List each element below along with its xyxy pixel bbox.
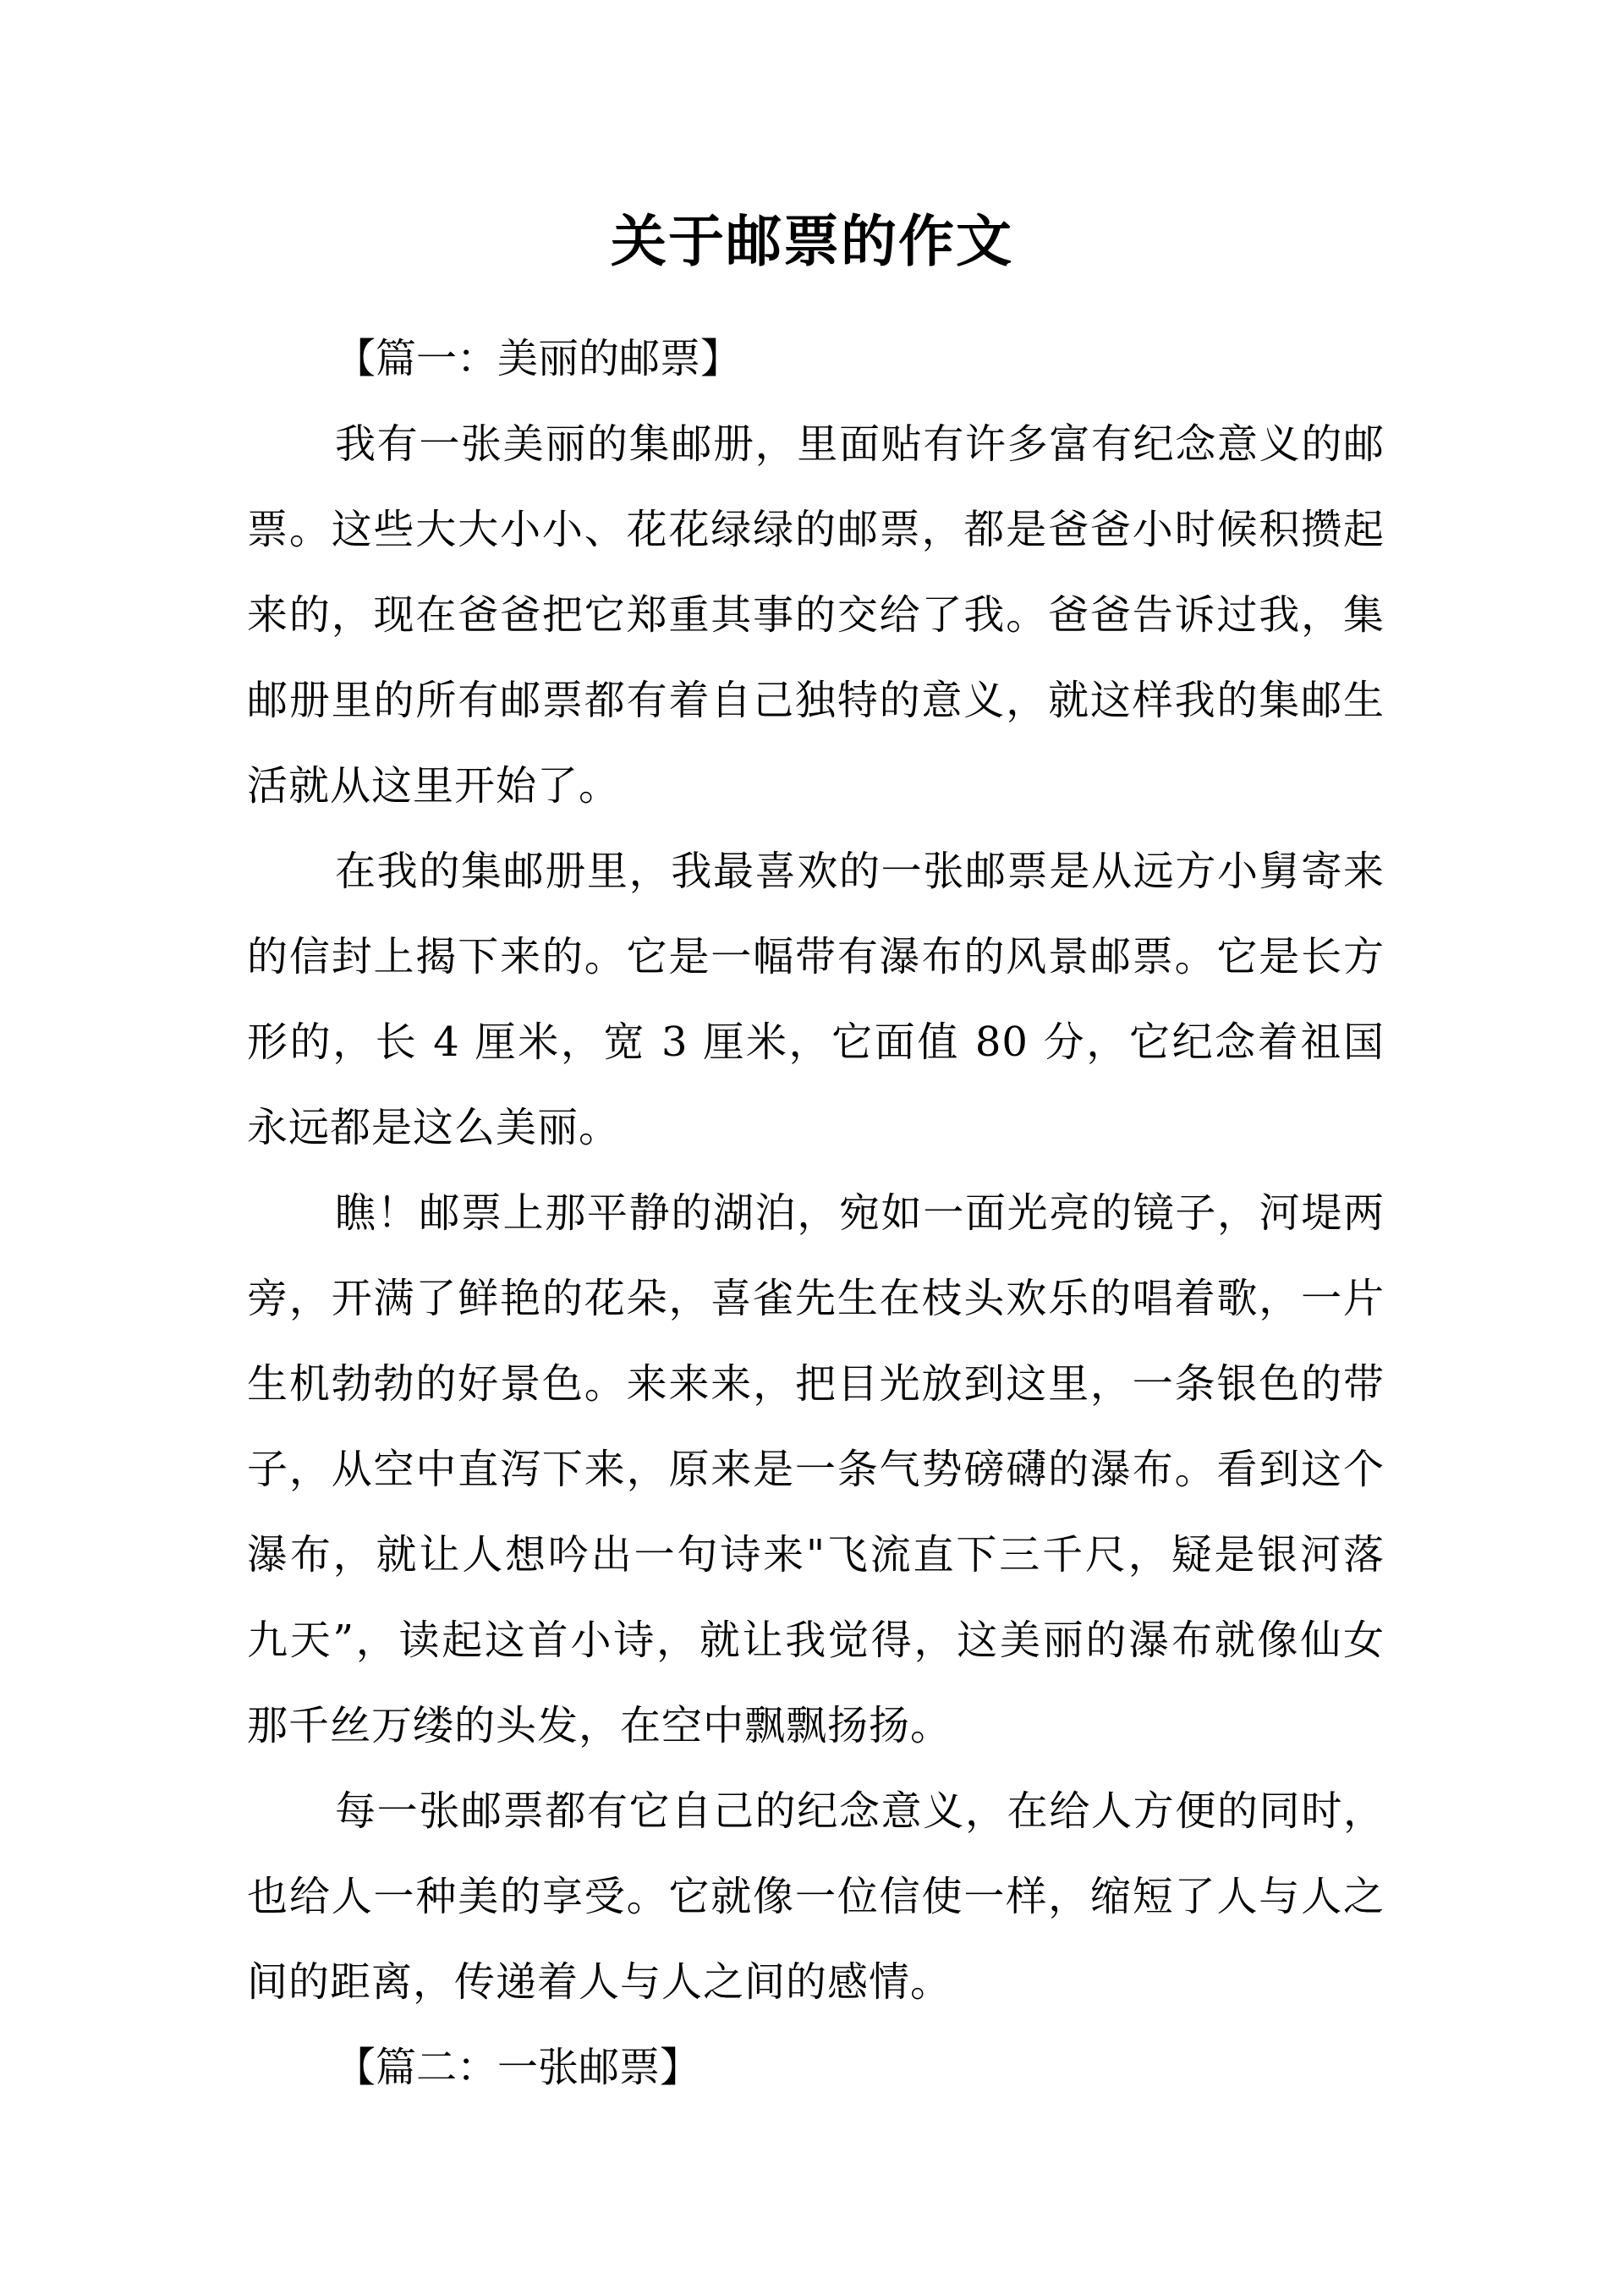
essay-body [247, 316, 1385, 2111]
section-heading-1: 【篇一：美丽的邮票】 [335, 335, 742, 382]
paragraph-4: 每一张邮票都有它自己的纪念意义，在给人方便的同时，也给人一种美的享受。它就像一位信使一样，缩短了人与人之间的距离，传递着人与人之间的感情。 [247, 1787, 1385, 2006]
page-title: 关于邮票的作文 [611, 209, 1013, 274]
paragraph-2: 在我的集邮册里，我最喜欢的一张邮票是从远方小舅寄来的信封上揭下来的。它是一幅带有瀑布的风景邮票。它是长方形的，长 4 厘米，宽 3 厘米，它面值 80 分，它纪念着祖国永远都是这么美丽。 [247, 848, 1385, 1151]
section-heading-2: 【篇二：一张邮票】 [335, 2044, 701, 2091]
paragraph-1: 我有一张美丽的集邮册，里面贴有许多富有纪念意义的邮票。这些大大小小、花花绿绿的邮票，都是爸爸小时候积攒起来的，现在爸爸把它郑重其事的交给了我。爸爸告诉过我，集邮册里的所有邮票都有着自己独特的意义，就这样我的集邮生活就从这里开始了。 [247, 420, 1385, 810]
paragraph-3: 瞧！邮票上那平静的湖泊，宛如一面光亮的镜子，河堤两旁，开满了鲜艳的花朵，喜雀先生在枝头欢乐的唱着歌，一片生机勃勃的好景色。来来来，把目光放到这里，一条银色的带子，从空中直泻下来，原来是一条气势磅礴的瀑布。看到这个瀑布，就让人想吟出一句诗来"飞流直下三千尺，疑是银河落九天”，读起这首小诗，就让我觉得，这美丽的瀑布就像仙女那千丝万缕的头发，在空中飘飘扬扬。 [247, 1189, 1385, 1749]
